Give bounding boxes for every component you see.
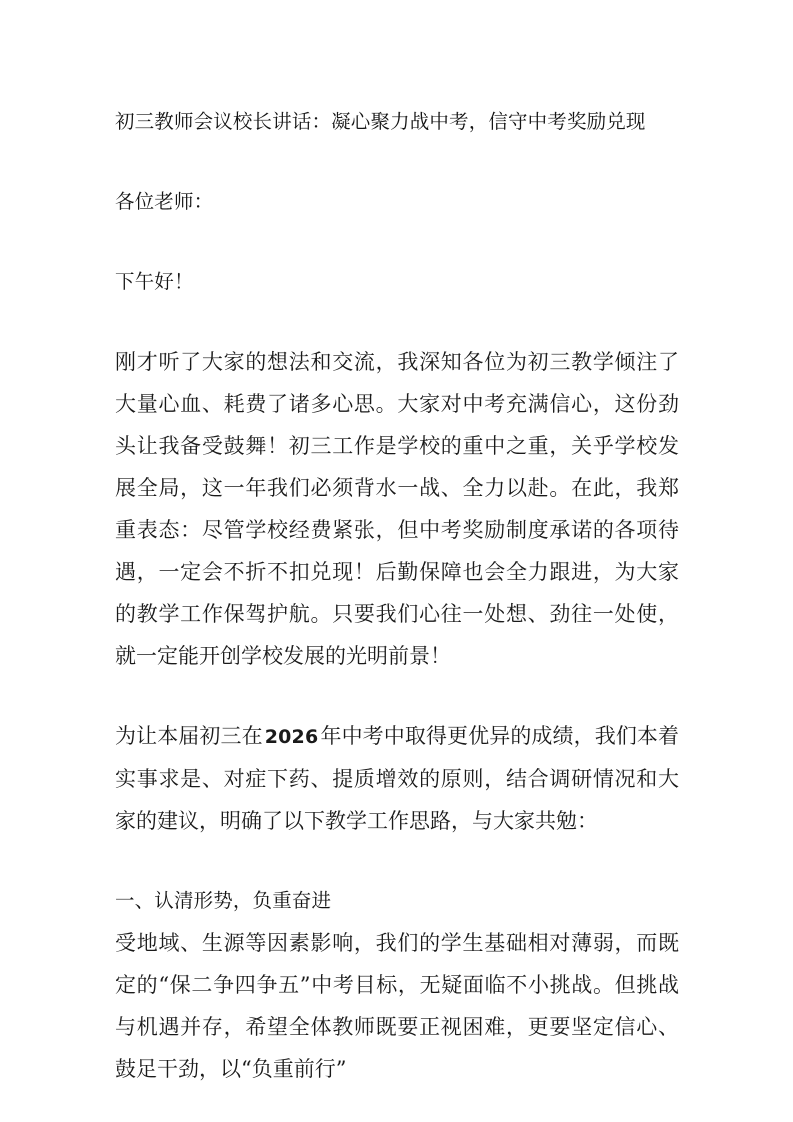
paragraph-intro: 刚才听了大家的想法和交流，我深知各位为初三教学倾注了大量心血、耗费了诸多心思。大家对中考充满信心，这份劲头让我备受鼓舞！初三工作是学校的重中之重，关乎学校发展全局，这一年我们必须背水一战、全力以赴。在此，我郑重表态：尽管学校经费紧张，但中考奖励制度承诺的各项待遇，一定会不折不扣兑现！后勤保障也会全力跟进，为大家的教学工作保驾护航。只要我们心往一处想、劲往一处使，就一定能开创学校发展的光明前景！ — [115, 350, 679, 668]
spacer — [115, 677, 679, 715]
salutation: 各位老师： — [115, 190, 214, 213]
greeting: 下午好！ — [115, 270, 194, 293]
paragraph-goal — [115, 715, 679, 842]
spacer — [115, 143, 679, 181]
goal-year: 2026 — [264, 726, 319, 748]
spacer — [115, 223, 679, 261]
spacer — [115, 303, 679, 341]
section-body-1: 受地域、生源等因素影响，我们的学生基础相对薄弱，而既定的“保二争四争五”中考目标，无疑面临不小挑战。但挑战与机遇并存，希望全体教师既要正视困难，更要坚定信心、鼓足干劲，以“负重前行” — [115, 931, 679, 1081]
paragraph-goal-prefix: 为让本届初三在 — [115, 724, 263, 748]
spacer — [115, 842, 679, 880]
document-body — [115, 101, 679, 1090]
document-title: 初三教师会议校长讲话：凝心聚力战中考，信守中考奖励兑现 — [115, 110, 646, 133]
section-heading-1: 一、认清形势，负重奋进 — [115, 889, 332, 912]
paragraph-goal-suffix: 年中考中取得更优异的成绩，我们本着实事求是、对症下药、提质增效的原则，结合调研情况和大家的建议，明确了以下教学工作思路，与大家共勉： — [115, 724, 680, 833]
